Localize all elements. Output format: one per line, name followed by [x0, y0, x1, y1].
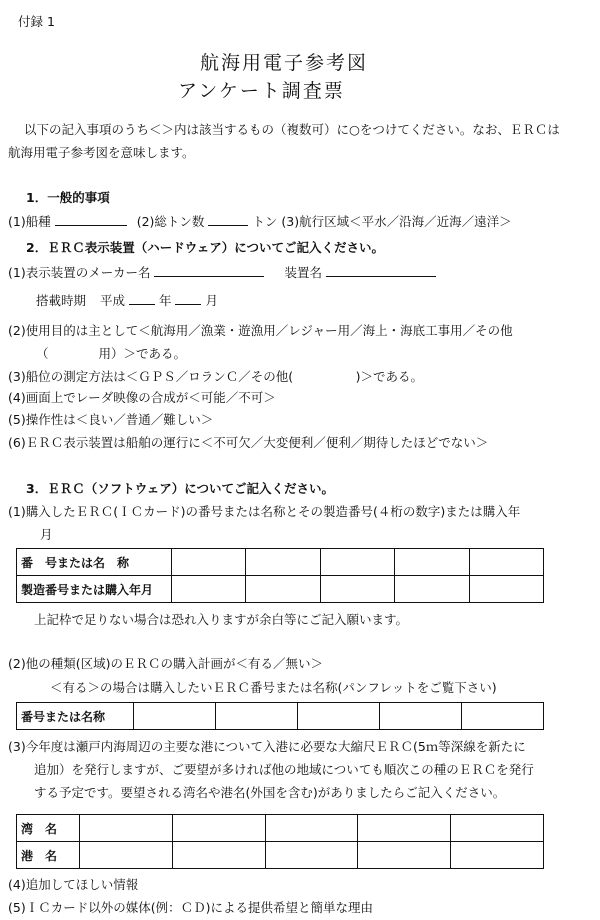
table-cell[interactable] [462, 703, 544, 730]
row-label: 番号または名称 [17, 703, 134, 730]
table-row [17, 703, 544, 730]
tonnage-label: (2)総トン数 [136, 214, 205, 229]
table-cell[interactable] [246, 549, 320, 576]
table-cell[interactable] [265, 842, 358, 869]
q1-text: 月 [40, 527, 53, 542]
position-method: (3)船位の測定方法は＜ＧＰＳ／ロランＣ／その他( )＞である。 [8, 369, 423, 384]
table-cell[interactable] [380, 703, 462, 730]
row-label: 番 号または名 称 [17, 549, 172, 576]
table-cell[interactable] [216, 703, 298, 730]
area-label: (3)航行区域＜平水／沿海／近海／遠洋＞ [281, 214, 512, 229]
ton-unit: トン [252, 214, 278, 229]
erc-plan-table [16, 702, 544, 730]
harbor-port-table [16, 814, 544, 869]
erc-purchase-table [16, 548, 544, 603]
ship-type-row [8, 213, 512, 230]
table-cell[interactable] [298, 703, 380, 730]
month-field[interactable] [175, 292, 201, 305]
table-cell[interactable] [320, 576, 394, 603]
q4-text: (4)追加してほしい情報 [8, 877, 139, 892]
table-row [17, 576, 544, 603]
model-label: 装置名 [284, 265, 322, 280]
era-label: 平成 [100, 293, 126, 308]
table-cell[interactable] [246, 576, 320, 603]
table-cell[interactable] [172, 842, 265, 869]
usability: (5)操作性は＜良い／普通／難しい＞ [8, 412, 214, 427]
table-cell[interactable] [358, 842, 451, 869]
table-cell[interactable] [358, 815, 451, 842]
intro-line: 以下の記入事項のうち＜＞内は該当するもの（複数可）に○をつけてください。なお、ＥＲＣは [24, 122, 560, 137]
table-cell[interactable] [469, 549, 543, 576]
table-row [17, 549, 544, 576]
ship-type-field[interactable] [55, 213, 127, 226]
maker-field[interactable] [154, 264, 264, 277]
appendix-label: 付録 1 [18, 14, 55, 29]
page-subtitle: アンケート調査票 [178, 80, 345, 102]
table-cell[interactable] [172, 576, 246, 603]
table-cell[interactable] [395, 549, 469, 576]
necessity: (6)ＥＲＣ表示装置は船舶の運行に＜不可欠／大変便利／便利／期待したほどでない＞ [8, 435, 489, 450]
row-label: 製造番号または購入年月 [17, 576, 172, 603]
month-label: 月 [205, 293, 218, 308]
model-field[interactable] [326, 264, 436, 277]
row-label: 港 名 [17, 842, 80, 869]
table-cell[interactable] [172, 549, 246, 576]
tonnage-field[interactable] [208, 213, 248, 226]
purpose-line: (2)使用目的は主として＜航海用／漁業・遊漁用／レジャー用／海上・海底工事用／その他 [8, 323, 513, 338]
table-cell[interactable] [172, 815, 265, 842]
page-title: 航海用電子参考図 [200, 52, 369, 74]
q2-text: (2)他の種類(区域)のＥＲＣの購入計画が＜有る／無い＞ [8, 656, 323, 671]
table-cell[interactable] [451, 842, 544, 869]
table-row [17, 815, 544, 842]
year-field[interactable] [129, 292, 155, 305]
table-cell[interactable] [395, 576, 469, 603]
radar-overlay: (4)画面上でレーダ映像の合成が＜可能／不可＞ [8, 390, 276, 405]
section-heading: 3．ＥＲＣ（ソフトウェア）についてご記入ください。 [26, 481, 334, 496]
table-cell[interactable] [469, 576, 543, 603]
installed-label: 搭載時期 [36, 293, 87, 308]
row-label: 湾 名 [17, 815, 80, 842]
q5-text: (5)ＩＣカード以外の媒体(例：ＣＤ)による提供希望と簡単な理由 [8, 900, 373, 915]
purpose-line: （ 用）＞である。 [36, 346, 187, 361]
q2-text: ＜有る＞の場合は購入したいＥＲＣ番号または名称(パンフレットをご覧下さい) [50, 680, 497, 695]
installed-row [36, 292, 218, 309]
maker-label: (1)表示装置のメーカー名 [8, 265, 151, 280]
intro-line: 航海用電子参考図を意味します。 [8, 145, 195, 160]
maker-row [8, 264, 436, 281]
table-cell[interactable] [451, 815, 544, 842]
table-cell[interactable] [265, 815, 358, 842]
ship-type-label: (1)船種 [8, 214, 51, 229]
q3-text: 追加）を発行しますが、ご要望が多ければ他の地域についても順次この種のＥＲＣを発行 [34, 762, 534, 777]
year-label: 年 [158, 293, 172, 308]
table-cell[interactable] [80, 815, 173, 842]
q3-text: (3)今年度は瀬戸内海周辺の主要な港について入港に必要な大縮尺ＥＲＣ(5ｍ等深線を新たに [8, 739, 526, 754]
table-cell[interactable] [134, 703, 216, 730]
table-cell[interactable] [80, 842, 173, 869]
q3-text: する予定です。要望される湾名や港名(外国を含む)がありましたらご記入ください。 [34, 785, 506, 800]
section-heading: 1．一般的事項 [26, 190, 110, 205]
q1-text: (1)購入したＥＲＣ(ＩＣカード)の番号または名称とその製造番号(４桁の数字)または購入年 [8, 504, 521, 519]
table-row [17, 842, 544, 869]
table-note: 上記枠で足りない場合は恐れ入りますが余白等にご記入願います。 [34, 612, 409, 627]
table-cell[interactable] [320, 549, 394, 576]
section-heading: 2．ＥＲＣ表示装置（ハードウェア）についてご記入ください。 [26, 240, 384, 255]
